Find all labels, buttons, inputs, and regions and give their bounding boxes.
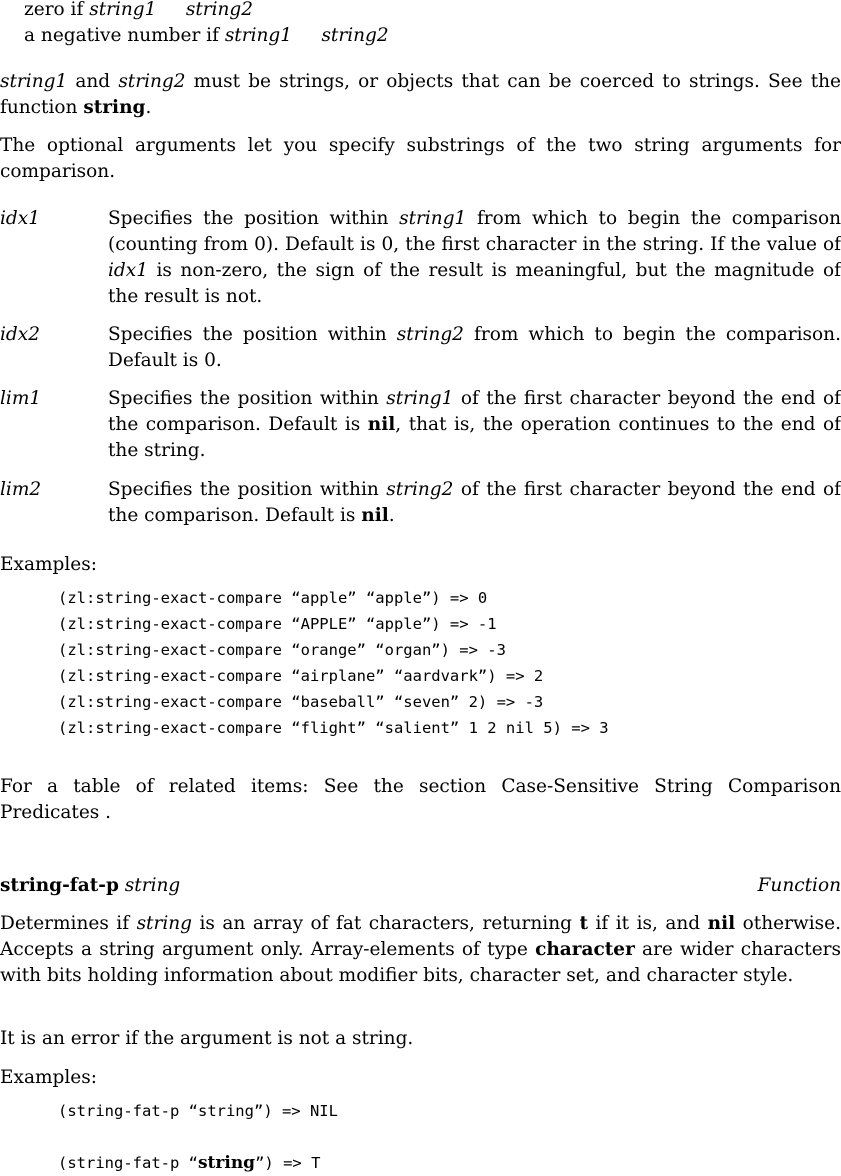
arg-label-idx2: idx2 [0, 324, 40, 345]
code-example: (zl:string-exact-compare “flight” “salient” 1 2 nil 5) => 3 [58, 719, 609, 737]
arg-desc-lim2: Specifies the position within string2 of the first character beyond the end of the comparison. Default is nil. [108, 479, 841, 526]
code-example: (zl:string-exact-compare “apple” “apple”) => 0 [58, 589, 488, 607]
result-negative-item: a negative number if string1 string2 [24, 25, 389, 46]
function-name: string-fat-p [0, 875, 119, 896]
examples-heading: Examples: [0, 1067, 97, 1088]
arg-label-lim1: lim1 [0, 388, 42, 409]
arg-desc-lim1: Specifies the position within string1 of the first character beyond the end of the comparison. Default is nil, that is, the operation continues to the end of the string. [108, 388, 841, 461]
entry-header [0, 873, 180, 899]
related-items-paragraph: For a table of related items: See the section Case-Sensitive String Comparison Predicates . [0, 776, 841, 823]
optional-args-paragraph: The optional arguments let you specify substrings of the two string arguments for comparison. [0, 135, 841, 182]
code-example: (zl:string-exact-compare “airplane” “aardvark”) => 2 [58, 667, 544, 685]
result-zero-item: zero if string1 string2 [24, 0, 254, 20]
code-example: (string-fat-p “string”) => NIL [58, 1102, 338, 1120]
function-arg: string [124, 875, 181, 896]
error-paragraph: It is an error if the argument is not a string. [0, 1028, 414, 1049]
entry-kind: Function [757, 875, 841, 896]
description-paragraph: Determines if string is an array of fat characters, returning t if it is, and nil otherwise. Accepts a string argument only. Array-elements of type character are wider characters with bits holding information about modifier bits, character set, and character style. [0, 913, 841, 986]
arg-desc-idx2: Specifies the position within string2 from which to begin the comparison. Default is 0. [108, 324, 841, 371]
examples-heading: Examples: [0, 554, 97, 575]
strings-paragraph: string1 and string2 must be strings, or objects that can be coerced to strings. See the function string. [0, 71, 841, 118]
code-example: (zl:string-exact-compare “APPLE” “apple”) => -1 [58, 615, 497, 633]
arg-label-lim2: lim2 [0, 479, 42, 500]
arg-label-idx1: idx1 [0, 208, 40, 229]
code-example: (zl:string-exact-compare “baseball” “seven” 2) => -3 [58, 693, 544, 711]
arg-desc-idx1: Specifies the position within string1 from which to begin the comparison (counting from 0). Default is 0, the first character in the string. If the value of idx1 is non-zero, the sign of the result is meaningful, but the magnitude of the result is not. [108, 208, 841, 307]
code-example: (zl:string-exact-compare “orange” “organ”) => -3 [58, 641, 506, 659]
code-example: (string-fat-p “string”) => T [58, 1153, 321, 1173]
